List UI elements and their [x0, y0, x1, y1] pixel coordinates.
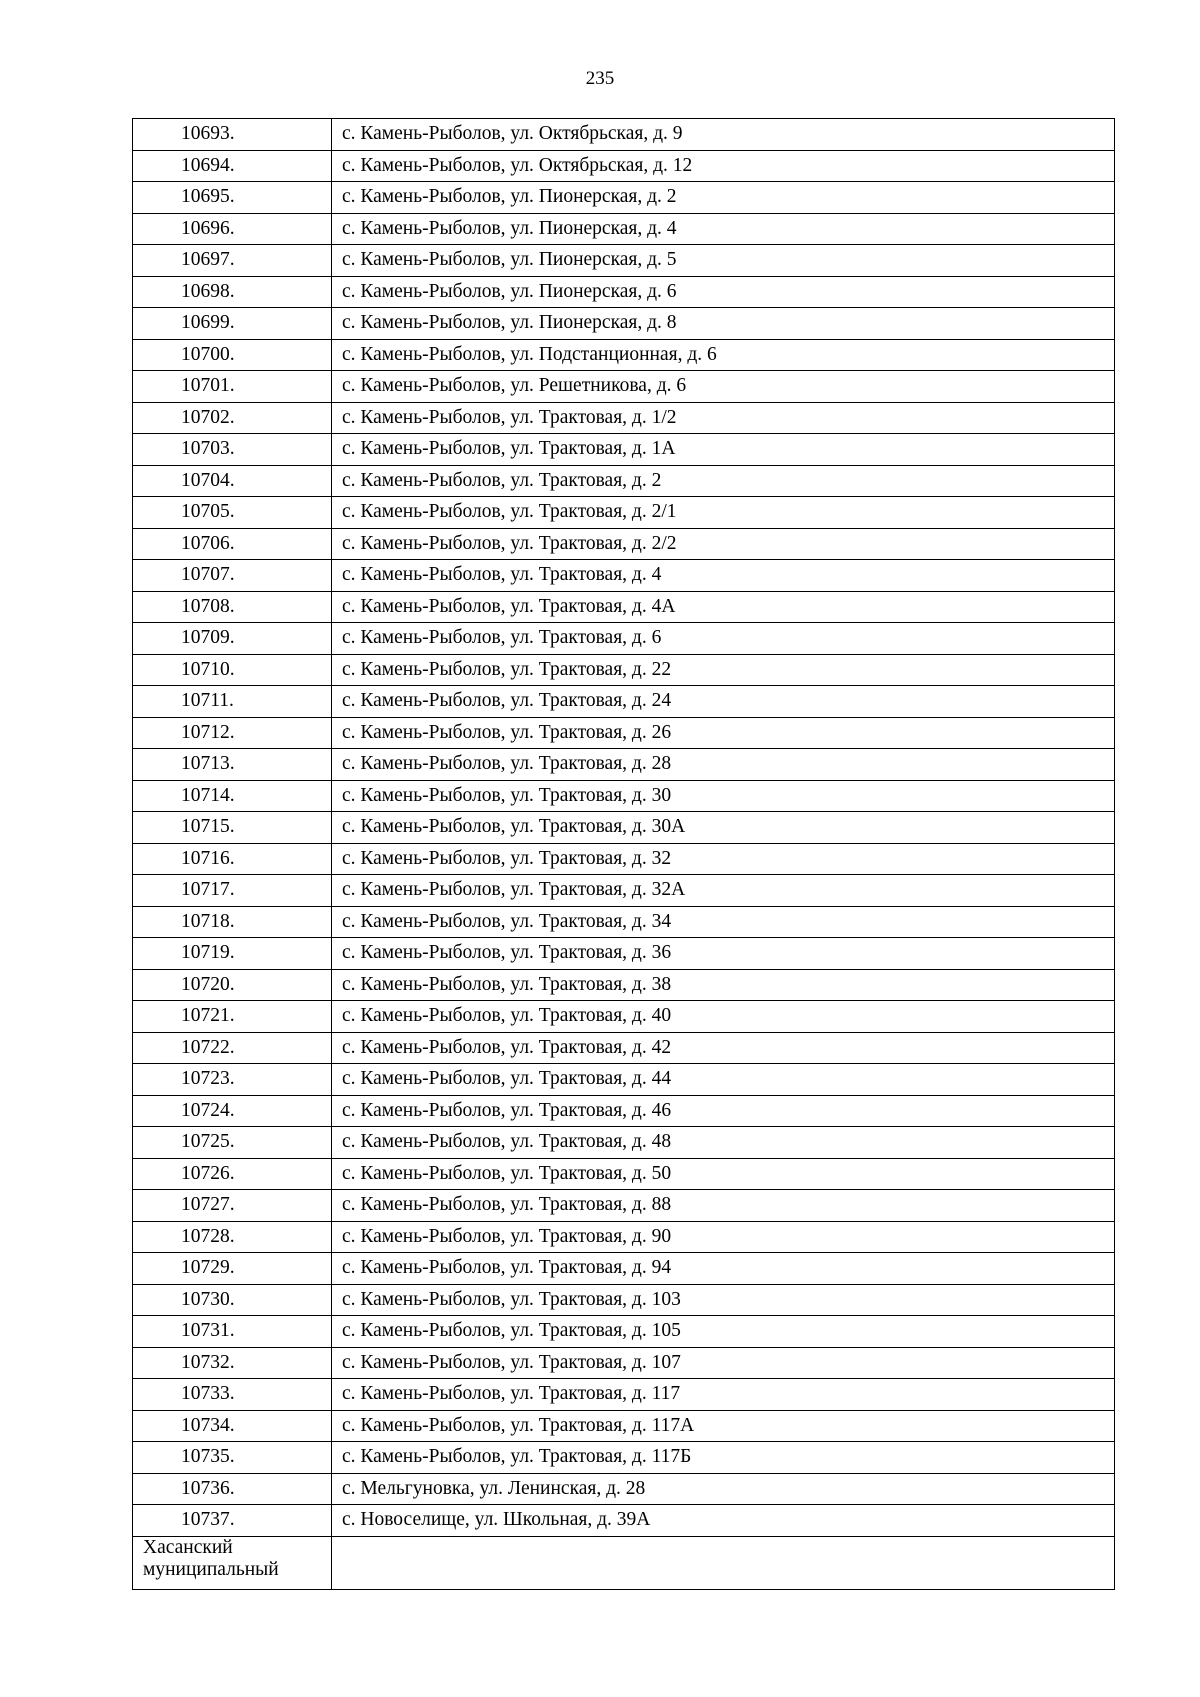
- row-number: 10722.: [133, 1032, 332, 1064]
- row-address: с. Камень-Рыболов, ул. Трактовая, д. 36: [332, 938, 1115, 970]
- row-number: 10720.: [133, 969, 332, 1001]
- row-address: с. Камень-Рыболов, ул. Трактовая, д. 1/2: [332, 402, 1115, 434]
- row-address: с. Камень-Рыболов, ул. Пионерская, д. 6: [332, 276, 1115, 308]
- row-address: с. Камень-Рыболов, ул. Трактовая, д. 26: [332, 717, 1115, 749]
- table-row: [133, 717, 1115, 749]
- row-address: с. Камень-Рыболов, ул. Трактовая, д. 30А: [332, 812, 1115, 844]
- row-address: с. Камень-Рыболов, ул. Октябрьская, д. 9: [332, 119, 1115, 151]
- row-address: с. Камень-Рыболов, ул. Трактовая, д. 94: [332, 1253, 1115, 1285]
- row-address: с. Камень-Рыболов, ул. Трактовая, д. 24: [332, 686, 1115, 718]
- row-number: 10704.: [133, 465, 332, 497]
- table-row: [133, 875, 1115, 907]
- table-row: [133, 1410, 1115, 1442]
- table-row: [133, 1064, 1115, 1096]
- row-address: с. Камень-Рыболов, ул. Трактовая, д. 42: [332, 1032, 1115, 1064]
- row-address: с. Камень-Рыболов, ул. Трактовая, д. 1А: [332, 434, 1115, 466]
- row-address: с. Камень-Рыболов, ул. Трактовая, д. 46: [332, 1095, 1115, 1127]
- table-row: [133, 119, 1115, 151]
- table-row: [133, 1379, 1115, 1411]
- row-number: 10731.: [133, 1316, 332, 1348]
- row-address: с. Камень-Рыболов, ул. Трактовая, д. 107: [332, 1347, 1115, 1379]
- row-number: 10737.: [133, 1505, 332, 1537]
- row-address: с. Новоселище, ул. Школьная, д. 39А: [332, 1505, 1115, 1537]
- region-name-line2: муниципальный: [143, 1558, 279, 1580]
- row-address: с. Камень-Рыболов, ул. Трактовая, д. 4: [332, 560, 1115, 592]
- row-number: 10732.: [133, 1347, 332, 1379]
- row-number: 10712.: [133, 717, 332, 749]
- row-address: с. Камень-Рыболов, ул. Трактовая, д. 22: [332, 654, 1115, 686]
- table-row: [133, 780, 1115, 812]
- row-address: с. Камень-Рыболов, ул. Трактовая, д. 32А: [332, 875, 1115, 907]
- row-number: 10698.: [133, 276, 332, 308]
- table-row: [133, 528, 1115, 560]
- table-row: [133, 749, 1115, 781]
- row-number: 10710.: [133, 654, 332, 686]
- table-row: [133, 1221, 1115, 1253]
- address-table: [132, 118, 1115, 1590]
- table-row: [133, 1442, 1115, 1474]
- row-number: 10699.: [133, 308, 332, 340]
- row-address: с. Камень-Рыболов, ул. Трактовая, д. 34: [332, 906, 1115, 938]
- row-address: с. Камень-Рыболов, ул. Подстанционная, д. 6: [332, 339, 1115, 371]
- row-number: 10701.: [133, 371, 332, 403]
- table-row: [133, 1032, 1115, 1064]
- row-address: с. Камень-Рыболов, ул. Трактовая, д. 2/2: [332, 528, 1115, 560]
- region-row: [133, 1536, 1115, 1589]
- row-number: 10714.: [133, 780, 332, 812]
- table-row: [133, 339, 1115, 371]
- table-row: [133, 969, 1115, 1001]
- row-address: с. Камень-Рыболов, ул. Пионерская, д. 4: [332, 213, 1115, 245]
- row-number: 10719.: [133, 938, 332, 970]
- row-number: 10702.: [133, 402, 332, 434]
- table-row: [133, 213, 1115, 245]
- row-address: с. Камень-Рыболов, ул. Пионерская, д. 5: [332, 245, 1115, 277]
- row-number: 10707.: [133, 560, 332, 592]
- table-row: [133, 497, 1115, 529]
- table-row: [133, 245, 1115, 277]
- row-address: с. Камень-Рыболов, ул. Трактовая, д. 117Б: [332, 1442, 1115, 1474]
- row-number: 10733.: [133, 1379, 332, 1411]
- table-row: [133, 182, 1115, 214]
- row-number: 10711.: [133, 686, 332, 718]
- row-address: с. Камень-Рыболов, ул. Трактовая, д. 117: [332, 1379, 1115, 1411]
- row-number: 10697.: [133, 245, 332, 277]
- table-row: [133, 623, 1115, 655]
- table-row: [133, 1001, 1115, 1033]
- table-row: [133, 1473, 1115, 1505]
- table-row: [133, 465, 1115, 497]
- row-address: с. Камень-Рыболов, ул. Трактовая, д. 38: [332, 969, 1115, 1001]
- row-number: 10728.: [133, 1221, 332, 1253]
- row-number: 10708.: [133, 591, 332, 623]
- table-row: [133, 812, 1115, 844]
- row-number: 10727.: [133, 1190, 332, 1222]
- table-row: [133, 654, 1115, 686]
- row-number: 10729.: [133, 1253, 332, 1285]
- table-row: [133, 1284, 1115, 1316]
- row-number: 10735.: [133, 1442, 332, 1474]
- table-row: [133, 1190, 1115, 1222]
- region-cell: [133, 1536, 332, 1589]
- row-address: с. Камень-Рыболов, ул. Трактовая, д. 6: [332, 623, 1115, 655]
- table-row: [133, 1316, 1115, 1348]
- row-number: 10734.: [133, 1410, 332, 1442]
- row-number: 10726.: [133, 1158, 332, 1190]
- row-number: 10705.: [133, 497, 332, 529]
- table-row: [133, 1127, 1115, 1159]
- table-row: [133, 843, 1115, 875]
- row-number: 10695.: [133, 182, 332, 214]
- row-number: 10706.: [133, 528, 332, 560]
- row-address: с. Камень-Рыболов, ул. Октябрьская, д. 12: [332, 150, 1115, 182]
- row-address: с. Камень-Рыболов, ул. Трактовая, д. 50: [332, 1158, 1115, 1190]
- row-address: с. Камень-Рыболов, ул. Трактовая, д. 2/1: [332, 497, 1115, 529]
- row-address: с. Камень-Рыболов, ул. Трактовая, д. 28: [332, 749, 1115, 781]
- table-row: [133, 434, 1115, 466]
- row-address: с. Мельгуновка, ул. Ленинская, д. 28: [332, 1473, 1115, 1505]
- table-row: [133, 938, 1115, 970]
- row-address: с. Камень-Рыболов, ул. Трактовая, д. 44: [332, 1064, 1115, 1096]
- table-row: [133, 686, 1115, 718]
- row-number: 10723.: [133, 1064, 332, 1096]
- row-address: с. Камень-Рыболов, ул. Трактовая, д. 117А: [332, 1410, 1115, 1442]
- row-address: с. Камень-Рыболов, ул. Трактовая, д. 90: [332, 1221, 1115, 1253]
- table-row: [133, 1095, 1115, 1127]
- table-body: [133, 119, 1115, 1537]
- row-number: 10717.: [133, 875, 332, 907]
- table-row: [133, 308, 1115, 340]
- row-number: 10736.: [133, 1473, 332, 1505]
- row-number: 10700.: [133, 339, 332, 371]
- table-row: [133, 150, 1115, 182]
- row-number: 10718.: [133, 906, 332, 938]
- row-address: с. Камень-Рыболов, ул. Трактовая, д. 2: [332, 465, 1115, 497]
- table-row: [133, 1505, 1115, 1537]
- table-row: [133, 1347, 1115, 1379]
- row-number: 10713.: [133, 749, 332, 781]
- table-row: [133, 402, 1115, 434]
- row-address: с. Камень-Рыболов, ул. Пионерская, д. 8: [332, 308, 1115, 340]
- table-row: [133, 371, 1115, 403]
- row-address: с. Камень-Рыболов, ул. Решетникова, д. 6: [332, 371, 1115, 403]
- row-number: 10696.: [133, 213, 332, 245]
- table-row: [133, 1158, 1115, 1190]
- row-address: с. Камень-Рыболов, ул. Трактовая, д. 4А: [332, 591, 1115, 623]
- table-row: [133, 1253, 1115, 1285]
- region-name-line1: Хасанский: [143, 1536, 233, 1558]
- table-row: [133, 560, 1115, 592]
- row-address: с. Камень-Рыболов, ул. Пионерская, д. 2: [332, 182, 1115, 214]
- row-number: 10725.: [133, 1127, 332, 1159]
- row-number: 10709.: [133, 623, 332, 655]
- row-number: 10694.: [133, 150, 332, 182]
- row-address: с. Камень-Рыболов, ул. Трактовая, д. 32: [332, 843, 1115, 875]
- row-number: 10721.: [133, 1001, 332, 1033]
- row-address: с. Камень-Рыболов, ул. Трактовая, д. 103: [332, 1284, 1115, 1316]
- row-address: с. Камень-Рыболов, ул. Трактовая, д. 40: [332, 1001, 1115, 1033]
- row-address: с. Камень-Рыболов, ул. Трактовая, д. 48: [332, 1127, 1115, 1159]
- row-address: с. Камень-Рыболов, ул. Трактовая, д. 105: [332, 1316, 1115, 1348]
- row-number: 10693.: [133, 119, 332, 151]
- region-value-cell: [332, 1536, 1115, 1589]
- table-row: [133, 591, 1115, 623]
- row-number: 10703.: [133, 434, 332, 466]
- row-number: 10715.: [133, 812, 332, 844]
- row-number: 10724.: [133, 1095, 332, 1127]
- table-row: [133, 276, 1115, 308]
- page-number: 235: [585, 68, 615, 89]
- row-number: 10716.: [133, 843, 332, 875]
- row-address: с. Камень-Рыболов, ул. Трактовая, д. 30: [332, 780, 1115, 812]
- row-number: 10730.: [133, 1284, 332, 1316]
- table-row: [133, 906, 1115, 938]
- row-address: с. Камень-Рыболов, ул. Трактовая, д. 88: [332, 1190, 1115, 1222]
